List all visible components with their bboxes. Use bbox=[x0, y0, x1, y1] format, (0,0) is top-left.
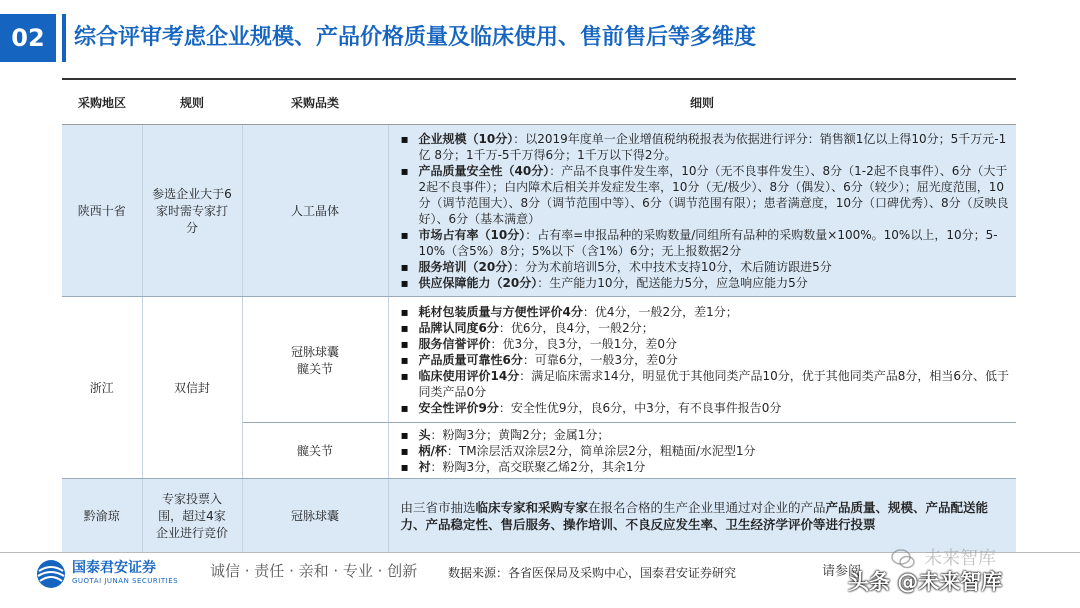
category-cell: 人工晶体 bbox=[242, 125, 388, 297]
list-item: ▪ 企业规模（10分）：以2019年度单一企业增值税纳税报表为依据进行评分：销售额1亿以上得10分；5千万元-1亿 8分；1千万-5千万得6分；1千万以下得2分。 bbox=[419, 131, 1011, 163]
list-item: ▪ 耗材包装质量与方便性评价4分：优4分，一般2分，差1分； bbox=[419, 304, 1011, 320]
detail-list bbox=[397, 304, 1011, 416]
column-header-category: 采购品类 bbox=[242, 79, 388, 125]
rule-cell: 参选企业大于6家时需专家打分 bbox=[142, 125, 242, 297]
list-item: ▪ 头：粉陶3分；黄陶2分；金属1分； bbox=[419, 427, 1011, 443]
table-row-qianyuqiong bbox=[62, 479, 1016, 553]
company-slogan: 诚信 · 责任 · 亲和 · 专业 · 创新 bbox=[210, 562, 418, 580]
list-item: ▪ 品牌认同度6分：优6分，良4分，一般2分； bbox=[419, 320, 1011, 336]
list-item: ▪ 产品质量可靠性6分：可靠6分，一般3分，差0分 bbox=[419, 352, 1011, 368]
page-title: 综合评审考虑企业规模、产品价格质量及临床使用、售前售后等多维度 bbox=[74, 25, 757, 50]
details-cell bbox=[388, 479, 1016, 553]
region-cell: 黔渝琼 bbox=[62, 479, 142, 553]
details-cell bbox=[388, 125, 1016, 297]
data-source-note: 数据来源：各省医保局及采购中心，国泰君安证券研究 bbox=[448, 566, 737, 580]
detail-list bbox=[397, 427, 1011, 475]
list-item: ▪ 市场占有率（10分）：占有率=申报品种的采购数量/同组所有品种的采购数量×100%。10%以上，10分；5-10%（含5%）8分；5%以下（含1%）6分；无上报数据2分 bbox=[419, 227, 1011, 259]
detail-list bbox=[397, 131, 1011, 291]
section-number-badge: 02 bbox=[0, 14, 56, 62]
procurement-rules-table bbox=[62, 78, 1016, 553]
disclaimer-text: 请参阅 bbox=[822, 564, 862, 579]
rule-cell: 双信封 bbox=[142, 297, 242, 479]
detail-paragraph: 由三省市抽选临床专家和采购专家在报名合格的生产企业里通过对企业的产品产品质量、规模、产品配送能力、产品稳定性、售后服务、操作培训、不良反应发生率、卫生经济学评价等进行投票 bbox=[400, 499, 989, 532]
column-header-rule: 规则 bbox=[142, 79, 242, 125]
table-row-shaanxi bbox=[62, 125, 1016, 297]
footer-divider bbox=[0, 552, 1080, 553]
rule-cell: 专家投票入围，超过4家企业进行竞价 bbox=[142, 479, 242, 553]
watermark-handle: 头条 @未来智库 bbox=[848, 570, 1003, 594]
list-item: ▪ 服务培训（20分）：分为术前培训5分，术中技术支持10分，术后随访跟进5分 bbox=[419, 259, 1011, 275]
title-accent-bar bbox=[62, 14, 66, 62]
watermark-text: 未来智库 bbox=[924, 548, 996, 569]
region-cell: 浙江 bbox=[62, 297, 142, 479]
column-header-region: 采购地区 bbox=[62, 79, 142, 125]
logo-english-name: GUOTAI JUNAN SECURITIES bbox=[72, 577, 179, 585]
list-item: ▪ 产品质量安全性（40分）：产品不良事件发生率，10分（无不良事件发生）、8分（1-2起不良事件）、6分（大于2起不良事件）；白内障术后相关并发症发生率，10分（无/极少）、8分（偶发）、6分（较少）；屈光度范围，10分（调节范围大）、8分（调节范围中等）、6分（调节范围有限）；患者满意度，10分（口碑优秀）、8分（反映良好）、6分（基本满意） bbox=[419, 163, 1011, 227]
list-item: ▪ 临床使用评价14分：满足临床需求14分，明显优于其他同类产品10分，优于其他同类产品8分，相当6分、低于同类产品0分 bbox=[419, 368, 1011, 400]
list-item: ▪ 柄/杯：TM涂层活双涂层2分，简单涂层2分，粗糙面/水泥型1分 bbox=[419, 443, 1011, 459]
logo-chinese-name: 国泰君安证券 bbox=[72, 560, 156, 576]
list-item: ▪ 服务信誉评价：优3分，良3分，一般1分，差0分 bbox=[419, 336, 1011, 352]
details-cell bbox=[388, 423, 1016, 479]
category-cell: 冠脉球囊 bbox=[242, 479, 388, 553]
list-item: ▪ 供应保障能力（20分）：生产能力10分，配送能力5分，应急响应能力5分 bbox=[419, 275, 1011, 291]
column-header-details: 细则 bbox=[388, 79, 1016, 125]
region-cell: 陕西十省 bbox=[62, 125, 142, 297]
details-cell bbox=[388, 297, 1016, 423]
category-cell: 髋关节 bbox=[242, 423, 388, 479]
list-item: ▪ 安全性评价9分：安全性优9分，良6分，中3分，有不良事件报告0分 bbox=[419, 400, 1011, 416]
table-header-row bbox=[62, 79, 1016, 125]
category-cell: 冠脉球囊 髋关节 bbox=[242, 297, 388, 423]
table-row-zhejiang bbox=[62, 297, 1016, 423]
company-logo bbox=[36, 556, 196, 590]
list-item: ▪ 衬：粉陶3分，高交联聚乙烯2分，其余1分 bbox=[419, 459, 1011, 475]
globe-logo-icon bbox=[36, 559, 66, 589]
